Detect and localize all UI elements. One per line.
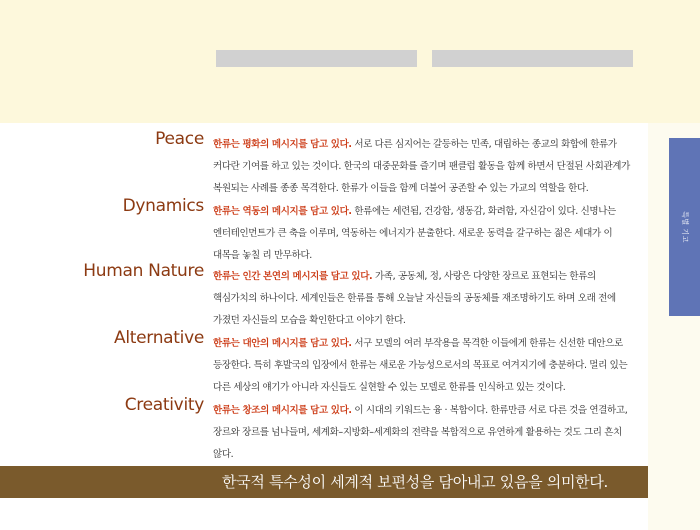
entry-text [213,134,633,200]
entry-text [213,333,633,399]
entry-body: 서로 다른 심지어는 갈등하는 민족, 대립하는 종교의 화합에 한류가 커다란 기여를 하고 있는 것이다. 한국의 대중문화를 즐기며 팬클럽 활동을 함께 하면서 단절된 사회관계가 복원되는 사례를 종종 목격한다. 한류가 이들을 함께 더불어 공존할 수 있는 가교의 역할을 한다. [213,139,630,194]
entry-text [213,201,633,267]
entry-body: 가족, 공동체, 정, 사랑은 다양한 장르로 표현되는 한류의 핵심가치의 하나이다. 세계인들은 한류를 통해 오늘날 자신들의 공동체를 재조명하기도 하며 오래 전에 가졌던 자신들의 모습을 확인한다고 이야기 한다. [213,271,616,326]
entry-keyword: Peace [155,129,204,149]
entry-keyword: Creativity [124,395,204,415]
entry-text [213,266,633,332]
header-band [0,0,700,123]
entry-body: 서구 모델의 여러 부작용을 목격한 이들에게 한류는 신선한 대안으로 등장한다. 특히 후발국의 입장에서 한류는 새로운 가능성으로서의 목표로 여겨지기에 충분하다. 멀리 있는 다른 세상의 얘기가 아니라 자신들도 실현할 수 있는 모델로 한류를 인식하고 있는 것이다. [213,338,628,393]
entry-lead: 한류는 평화의 메시지를 담고 있다. [213,139,352,150]
entry-lead: 한류는 역동의 메시지를 담고 있다. [213,206,352,217]
banner-text: 한국적 특수성이 세계적 보편성을 담아내고 있음을 의미한다. [221,473,608,491]
entry-keyword: Alternative [114,328,204,348]
entry-keyword: Dynamics [122,196,204,216]
entry-text [213,400,633,466]
header-placeholder-bar-left [216,50,417,67]
summary-banner [0,466,648,498]
entry-lead: 한류는 창조의 메시지를 담고 있다. [213,405,352,416]
entry-body: 한류에는 세련됨, 건강함, 생동감, 화려함, 자신감이 있다. 신명나는 엔터테인먼트가 큰 축을 이루며, 역동하는 에너지가 분출한다. 새로운 동력을 갈구하는 젊은 세대가 이 대목을 놓칠 리 만무하다. [213,206,616,261]
entry-lead: 한류는 인간 본연의 메시지를 담고 있다. [213,271,373,282]
header-placeholder-bar-right [432,50,633,67]
entry-body: 이 시대의 키워드는 융 · 복합이다. 한류만큼 서로 다른 것을 연결하고, 장르와 장르를 넘나들며, 세계화–지방화–세계화의 전략을 복합적으로 유연하게 활용하는 것도 그리 흔치 않다. [213,405,628,460]
entry-lead: 한류는 대안의 메시지를 담고 있다. [213,338,352,349]
side-tab-label: 특별 기고 [680,211,689,243]
entry-keyword: Human Nature [83,261,204,281]
section-side-tab[interactable] [669,138,700,316]
